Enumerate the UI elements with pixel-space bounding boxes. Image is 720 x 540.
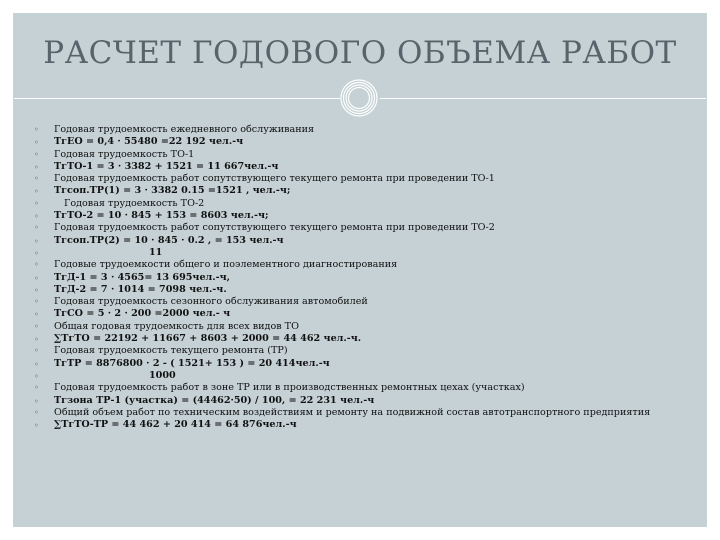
list-item	[34, 136, 702, 148]
list-item-text: ТгЕО = 0,4 · 55480 =22 192 чел.-ч	[54, 136, 244, 148]
bullet-icon: ◦	[34, 420, 39, 431]
list-item-text: ТгСО = 5 · 2 · 200 =2000 чел.- ч	[54, 308, 231, 320]
list-item-text: ∑ТгТО = 22192 + 11667 + 8603 + 2000 = 44 462 чел.-ч.	[54, 333, 362, 345]
list-item	[34, 222, 702, 234]
list-item	[34, 308, 702, 320]
list-item-text: ТгТР = 8876800 · 2 - ( 1521+ 153 ) = 20 414чел.-ч	[54, 357, 330, 369]
bullet-icon: ◦	[34, 272, 39, 283]
bullet-icon: ◦	[34, 198, 39, 208]
list-item-text: Тгзона ТР-1 (участка) = (44462·50) / 100, = 22 231 чел.-ч	[54, 394, 375, 406]
list-item	[34, 284, 702, 296]
list-item	[34, 296, 702, 308]
list-item-text: ТгД-2 = 7 · 1014 = 7098 чел.-ч.	[54, 283, 227, 295]
list-item	[34, 272, 702, 284]
list-item	[34, 321, 702, 333]
list-item	[34, 247, 702, 259]
list-item-text: ТгТО-1 = 3 · 3382 + 1521 = 11 667чел.-ч	[54, 160, 279, 172]
list-item-text: ∑ТгТО-ТР = 44 462 + 20 414 = 64 876чел.-ч	[54, 419, 297, 431]
list-item	[34, 259, 702, 271]
bullet-icon: ◦	[34, 223, 39, 233]
list-item-text: Общий объем работ по техническим воздействиям и ремонту на подвижной состав автотранспортного предприятия	[54, 406, 651, 418]
list-item	[34, 407, 702, 419]
list-item-text: ТгД-1 = 3 · 4565= 13 695чел.-ч,	[54, 271, 230, 283]
list-item-text: 11	[149, 246, 163, 258]
circle-ornament-icon	[339, 78, 379, 118]
list-item-text: 1000	[149, 369, 176, 381]
list-item-text: Годовая трудоемкость ежедневного обслуживания	[54, 124, 315, 135]
bullet-icon: ◦	[34, 284, 39, 295]
list-item	[34, 370, 702, 382]
bullet-icon: ◦	[34, 309, 39, 320]
list-item	[34, 198, 702, 210]
list-item-text: Тгсоп.ТР(1) = 3 · 3382 0.15 =1521 , чел.-ч;	[54, 185, 291, 197]
list-item	[34, 419, 702, 431]
list-item-text: Годовая трудоемкость работ сопутствующего текущего ремонта при проведении ТО-1	[54, 173, 495, 185]
bullet-icon: ◦	[34, 161, 39, 172]
title-rule-left	[14, 98, 340, 99]
bullet-icon: ◦	[34, 334, 39, 345]
bullet-icon: ◦	[34, 395, 39, 406]
list-item-text: Годовая трудоемкость ТО-1	[54, 148, 195, 160]
list-item	[34, 358, 702, 370]
bullet-icon: ◦	[34, 407, 39, 417]
content-list	[34, 124, 702, 431]
list-item-text: Тгсоп.ТР(2) = 10 · 845 · 0.2 , = 153 чел.-ч	[54, 234, 284, 246]
bullet-icon: ◦	[34, 186, 39, 197]
list-item	[34, 185, 702, 197]
list-item	[34, 161, 702, 173]
list-item-text: Годовая трудоемкость текущего ремонта (ТР)	[54, 345, 288, 357]
bullet-icon: ◦	[34, 149, 39, 159]
list-item	[34, 124, 702, 136]
list-item	[34, 235, 702, 247]
list-item	[34, 395, 702, 407]
list-item-text: Годовая трудоемкость работ сопутствующего текущего ремонта при проведении ТО-2	[54, 222, 495, 234]
bullet-icon: ◦	[34, 137, 39, 148]
title-rule-right	[380, 98, 706, 99]
bullet-icon: ◦	[34, 321, 39, 331]
list-item	[34, 345, 702, 357]
list-item-text: ТгТО-2 = 10 · 845 + 153 = 8603 чел.-ч;	[54, 210, 269, 222]
bullet-icon: ◦	[34, 211, 39, 222]
list-item-text: Годовая трудоемкость работ в зоне ТР или в производственных ремонтных цехах (участках)	[54, 382, 525, 394]
list-item	[34, 382, 702, 394]
bullet-icon: ◦	[34, 247, 39, 258]
list-item	[34, 149, 702, 161]
list-item	[34, 333, 702, 345]
bullet-icon: ◦	[34, 174, 39, 184]
bullet-icon: ◦	[34, 346, 39, 356]
list-item-text: Общая годовая трудоемкость для всех видов ТО	[54, 320, 299, 332]
bullet-icon: ◦	[34, 370, 39, 381]
list-item-text: Годовые трудоемкости общего и поэлементного диагностирования	[54, 259, 398, 271]
bullet-icon: ◦	[34, 260, 39, 270]
title-area	[0, 0, 720, 118]
slide-title: РАСЧЕТ ГОДОВОГО ОБЪЕМА РАБОТ	[43, 35, 677, 71]
bullet-icon: ◦	[34, 125, 39, 134]
list-item-text: Годовая трудоемкость сезонного обслуживания автомобилей	[54, 296, 368, 308]
bullet-icon: ◦	[34, 235, 39, 246]
list-item	[34, 173, 702, 185]
bullet-icon: ◦	[34, 297, 39, 307]
list-item	[34, 210, 702, 222]
bullet-icon: ◦	[34, 358, 39, 369]
list-item-text: Годовая трудоемкость ТО-2	[64, 197, 205, 209]
bullet-icon: ◦	[34, 383, 39, 393]
